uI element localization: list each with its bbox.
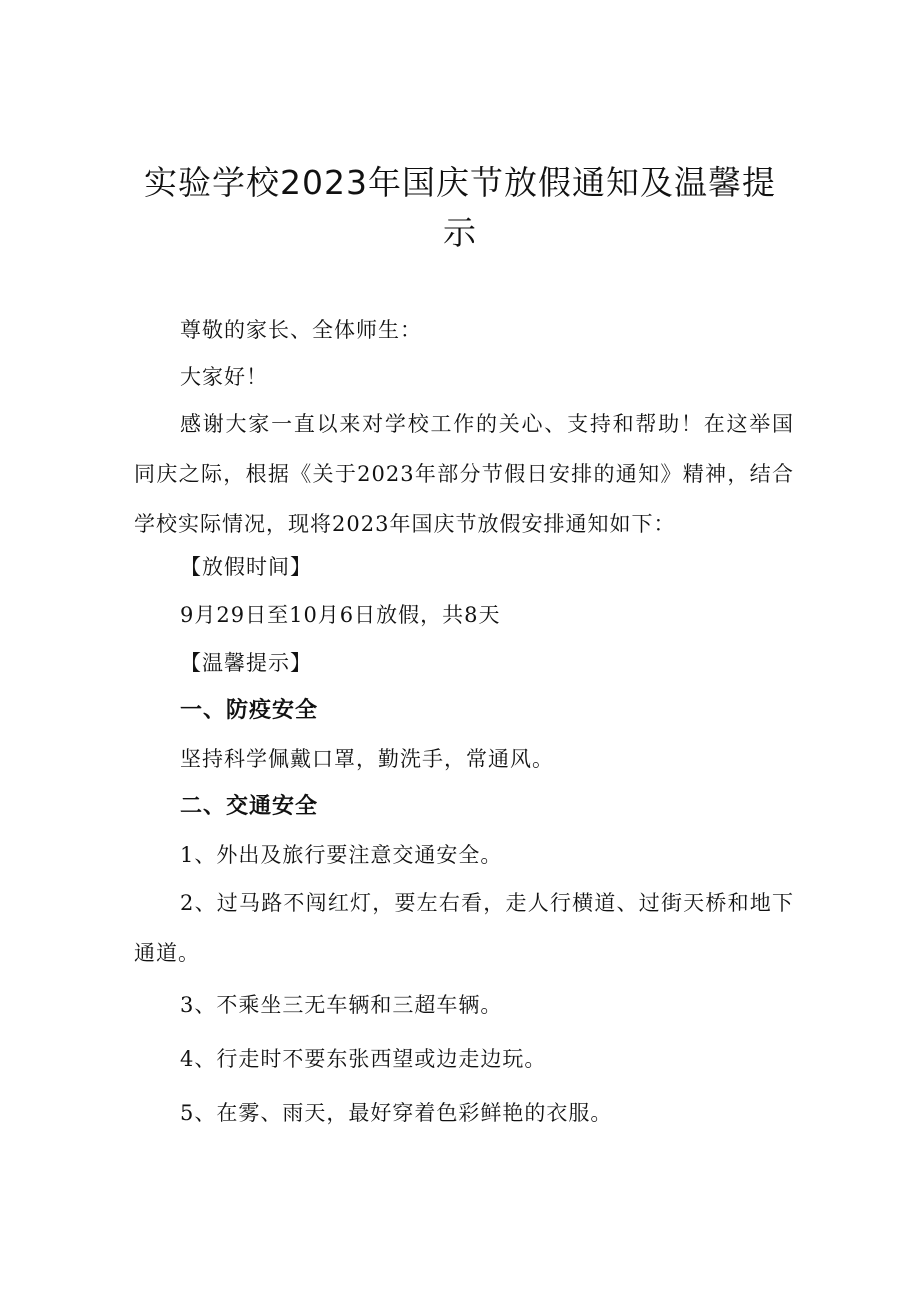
list-item: 4、行走时不要东张西望或边走边玩。	[180, 1047, 547, 1071]
list-item: 1、外出及旅行要注意交通安全。	[180, 843, 503, 867]
intro-paragraph: 感谢大家一直以来对学校工作的关心、支持和帮助！在这举国同庆之际，根据《关于2023年部分节假日安排的通知》精神，结合学校实际情况，现将2023年国庆节放假安排通知如下：	[134, 412, 794, 536]
section1-heading: 一、防疫安全	[180, 698, 319, 723]
section1-text: 坚持科学佩戴口罩，勤洗手，常通风。	[180, 747, 554, 771]
section2-heading: 二、交通安全	[180, 794, 319, 819]
holiday-time: 9月29日至10月6日放假，共8天	[180, 603, 501, 627]
list-item: 3、不乘坐三无车辆和三超车辆。	[180, 993, 503, 1017]
list-item: 5、在雾、雨天，最好穿着色彩鲜艳的衣服。	[180, 1101, 613, 1125]
greeting: 大家好！	[180, 365, 268, 389]
holiday-time-label: 【放假时间】	[180, 555, 312, 579]
tips-label: 【温馨提示】	[180, 651, 312, 675]
document-title: 实验学校2023年国庆节放假通知及温馨提示	[144, 163, 776, 252]
list-item: 2、过马路不闯红灯，要左右看，走人行横道、过街天桥和地下通道。	[134, 891, 794, 965]
salutation: 尊敬的家长、全体师生：	[180, 318, 422, 342]
